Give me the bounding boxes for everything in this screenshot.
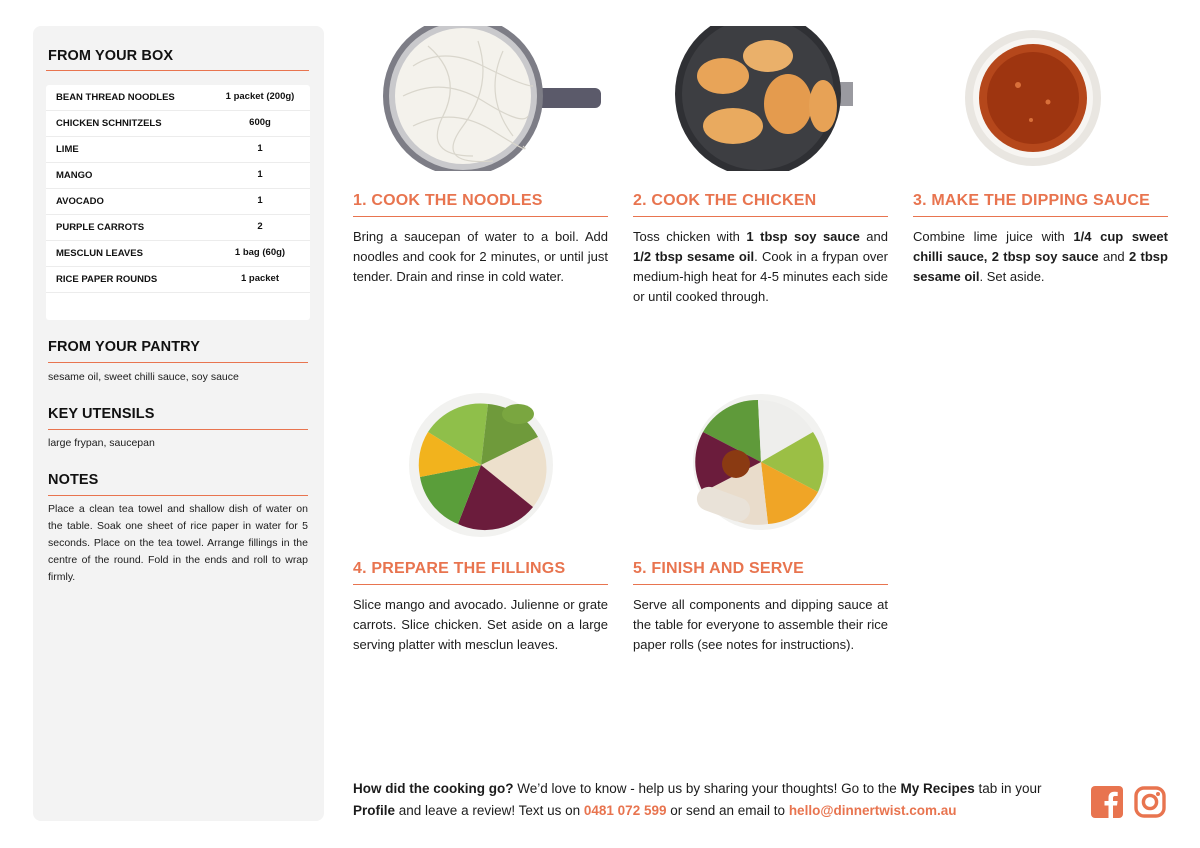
heading-rule [48, 429, 308, 430]
utensils-list: large frypan, saucepan [48, 437, 155, 449]
step-instructions: Bring a saucepan of water to a boil. Add noodles and cook for 2 minutes, or until just tender. Drain and rinse in cold water. [353, 229, 608, 284]
ingredient-name: CHICKEN SCHNITZELS [56, 118, 162, 129]
email-link[interactable]: hello@dinnertwist.com.au [788, 803, 957, 818]
step-title: 3. MAKE THE DIPPING SAUCE [913, 192, 1151, 209]
step-5 [633, 392, 888, 672]
dipping-sauce-bowl-photo [963, 30, 1103, 170]
table-row [46, 267, 310, 293]
heading-rule [48, 495, 308, 496]
ingredient-name: RICE PAPER ROUNDS [56, 274, 158, 285]
ingredient-qty: 1 [257, 195, 263, 206]
from-your-pantry-heading: FROM YOUR PANTRY [48, 339, 200, 355]
step-instructions: Combine lime juice with 1/4 cup sweet chilli sauce, 2 tbsp soy sauce and 2 tbsp sesame oil. Set aside. [913, 229, 1168, 284]
ingredient-qty: 600g [249, 117, 271, 128]
phone-link[interactable]: 0481 072 599 [583, 803, 667, 818]
ingredient-qty: 1 packet [240, 273, 280, 284]
table-row [46, 137, 310, 163]
from-your-box-table [46, 85, 310, 320]
ingredient-qty: 1 packet (200g) [225, 91, 295, 102]
noodles-saucepan-photo [383, 26, 613, 171]
instagram-icon[interactable] [1134, 786, 1166, 818]
step-4 [353, 392, 608, 672]
table-row [46, 215, 310, 241]
step-rule [913, 216, 1168, 217]
step-rule [353, 584, 608, 585]
ingredients-sidebar [33, 26, 324, 821]
step-instructions: Serve all components and dipping sauce at the table for everyone to assemble their rice paper rolls (see notes for instructions). [633, 597, 888, 652]
table-row [46, 163, 310, 189]
step-2 [633, 26, 888, 306]
ingredient-name: BEAN THREAD NOODLES [56, 92, 175, 103]
step-title: 2. COOK THE CHICKEN [633, 192, 817, 209]
step-3 [913, 26, 1168, 306]
ingredient-qty: 2 [257, 221, 263, 232]
notes-heading: NOTES [48, 472, 99, 488]
ingredient-name: LIME [56, 144, 79, 155]
step-title: 1. COOK THE NOODLES [353, 192, 543, 209]
pantry-list: sesame oil, sweet chilli sauce, soy sauce [48, 371, 239, 383]
step-rule [353, 216, 608, 217]
notes-text: Place a clean tea towel and shallow dish of water on the table. Soak one sheet of rice paper in water for 5 seconds. Place on the tea towel. Arrange fillings in the centre of the round. Fold in the ends and roll to wrap firmly. [48, 503, 308, 583]
step-title: 4. PREPARE THE FILLINGS [353, 560, 566, 577]
key-utensils-heading: KEY UTENSILS [48, 406, 155, 422]
table-row [46, 111, 310, 137]
facebook-icon[interactable] [1091, 786, 1123, 818]
finished-platter-photo [688, 392, 834, 538]
ingredient-qty: 1 [257, 143, 263, 154]
table-row [46, 85, 310, 111]
step-rule [633, 584, 888, 585]
heading-rule [48, 362, 308, 363]
ingredient-qty: 1 bag (60g) [234, 247, 286, 258]
step-title: 5. FINISH AND SERVE [633, 560, 804, 577]
step-1 [353, 26, 608, 306]
from-your-box-heading: FROM YOUR BOX [48, 48, 174, 64]
chicken-frypan-photo [663, 26, 893, 171]
feedback-footer: How did the cooking go? We’d love to know - help us by sharing your thoughts! Go to the My Recipes tab in your Profile and leave a review! Text us on 0481 072 599 or send an email to hello@dinnertwist.com.au [353, 781, 1042, 818]
step-instructions: Slice mango and avocado. Julienne or grate carrots. Slice chicken. Set aside on a large serving platter with mesclun leaves. [353, 597, 608, 652]
ingredient-name: AVOCADO [56, 196, 104, 207]
ingredient-name: MANGO [56, 170, 93, 181]
fillings-platter-photo [408, 392, 554, 538]
ingredient-qty: 1 [257, 169, 263, 180]
step-instructions: Toss chicken with 1 tbsp soy sauce and 1/2 tbsp sesame oil. Cook in a frypan over medium-high heat for 4-5 minutes each side or until cooked through. [633, 229, 888, 304]
table-row [46, 241, 310, 267]
table-row [46, 189, 310, 215]
heading-rule [46, 70, 309, 71]
ingredient-name: MESCLUN LEAVES [56, 248, 143, 259]
step-rule [633, 216, 888, 217]
ingredient-name: PURPLE CARROTS [56, 222, 145, 233]
